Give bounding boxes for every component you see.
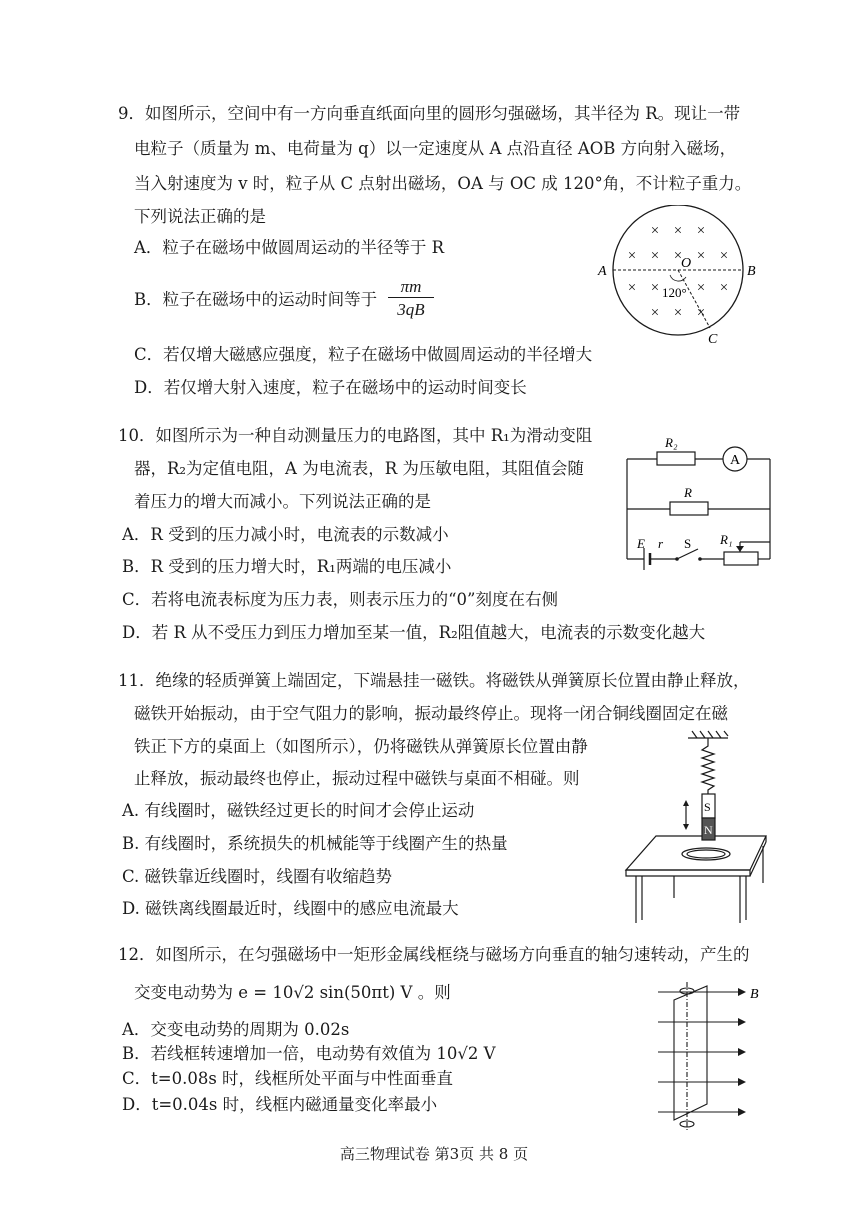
cross-mark: ×: [696, 223, 706, 239]
q12-option-c: C．t=0.08s 时，线框所处平面与中性面垂直: [122, 1069, 454, 1088]
q11-line-1: 11．绝缘的轻质弹簧上端固定，下端悬挂一磁铁。将磁铁从弹簧原长位置由静止释放，: [118, 671, 750, 690]
field-b-label: B: [750, 987, 759, 1002]
cross-mark: ×: [719, 248, 729, 264]
point-b-label: B: [747, 264, 756, 279]
cross-mark: ×: [696, 248, 706, 264]
q12-option-d: D．t=0.04s 时，线框内磁通量变化率最小: [122, 1095, 438, 1114]
point-o-label: O: [681, 256, 692, 271]
q11-line-3: 铁正下方的桌面上（如图所示），仍将磁铁从弹簧原长位置由静: [134, 737, 588, 756]
q9-line-2: 电粒子（质量为 m、电荷量为 q）以一定速度从 A 点沿直径 AOB 方向射入磁场，: [134, 139, 737, 158]
q9-option-a: A．粒子在磁场中做圆周运动的半径等于 R: [134, 238, 445, 257]
internal-resistance-label: r: [658, 536, 664, 551]
r-label: R: [684, 485, 692, 500]
cross-mark: ×: [673, 248, 683, 264]
q9-line-3: 当入射速度为 v 时，粒子从 C 点射出磁场，OA 与 OC 成 120°角，不计粒子重力。: [134, 174, 752, 193]
cross-mark: ×: [650, 248, 660, 264]
q9-option-c: C．若仅增大磁感应强度，粒子在磁场中做圆周运动的半径增大: [134, 345, 593, 364]
q10-line-2: 器，R₂为定值电阻，A 为电流表，R 为压敏电阻，其阻值会随: [134, 459, 584, 478]
q10-option-a: A．R 受到的压力减小时，电流表的示数减小: [122, 525, 449, 544]
q10-option-c: C．若将电流表标度为压力表，则表示压力的“0”刻度在右侧: [122, 590, 558, 609]
ammeter-label: A: [730, 453, 741, 468]
q12-line-1: 12．如图所示，在匀强磁场中一矩形金属线框绕与磁场方向垂直的轴匀速转动，产生的: [118, 945, 750, 964]
q11-spring-magnet-figure: [618, 728, 788, 928]
q10-option-d: D．若 R 从不受压力到压力增加至某一值，R₂阻值越大，电流表的示数变化越大: [122, 623, 706, 642]
q12-rotating-coil-figure: [650, 982, 775, 1132]
cross-mark: ×: [650, 280, 660, 296]
cross-mark: ×: [650, 223, 660, 239]
q11-line-2: 磁铁开始振动，由于空气阻力的影响，振动最终停止。现将一闭合铜线圈固定在磁: [134, 704, 728, 723]
cross-mark: ×: [627, 280, 637, 296]
cross-mark: ×: [673, 305, 683, 321]
q12-line-2: 交变电动势为 e = 10√2 sin(50πt) V 。则: [134, 983, 451, 1002]
q9-magnetic-field-figure: [590, 205, 765, 350]
switch-label: S: [684, 536, 692, 551]
point-a-label: A: [598, 264, 607, 279]
q10-line-3: 着压力的增大而减小。下列说法正确的是: [134, 492, 431, 511]
q9-option-d: D．若仅增大射入速度，粒子在磁场中的运动时间变长: [134, 378, 527, 397]
cross-mark: ×: [696, 305, 706, 321]
cross-mark: ×: [673, 223, 683, 239]
q9-line-1: 9．如图所示，空间中有一方向垂直纸面向里的圆形匀强磁场，其半径为 R。现让一带: [118, 104, 741, 123]
q12-option-a: A．交变电动势的周期为 0.02s: [122, 1020, 350, 1039]
fraction-denominator: 3qB: [397, 300, 425, 319]
cross-mark: ×: [719, 280, 729, 296]
q11-line-4: 止释放，振动最终也停止，振动过程中磁铁与桌面不相碰。则: [134, 769, 580, 788]
q10-circuit-diagram: [622, 432, 777, 572]
emf-label: E: [637, 536, 645, 551]
q9-option-b-fraction: [388, 276, 434, 322]
magnet-s-label: S: [704, 800, 711, 814]
cross-marks: [628, 223, 728, 321]
q11-option-d: D. 磁铁离线圈最近时，线圈中的感应电流最大: [122, 899, 459, 918]
q11-option-b: B. 有线圈时，系统损失的机械能等于线圈产生的热量: [122, 834, 508, 853]
q9-line-4: 下列说法正确的是: [134, 207, 266, 226]
q12-option-b: B．若线框转速增加一倍，电动势有效值为 10√2 V: [122, 1044, 496, 1063]
angle-label: 120°: [662, 285, 687, 300]
q11-option-c: C. 磁铁靠近线圈时，线圈有收缩趋势: [122, 867, 393, 886]
point-c-label: C: [708, 332, 718, 347]
cross-mark: ×: [650, 305, 660, 321]
r2-label: R₂: [665, 435, 678, 450]
fraction-numerator: πm: [388, 276, 434, 298]
q10-option-b: B．R 受到的压力增大时，R₁两端的电压减小: [122, 557, 452, 576]
q11-option-a: A. 有线圈时，磁铁经过更长的时间才会停止运动: [122, 801, 475, 820]
q9-option-b: B．粒子在磁场中的运动时间等于: [134, 290, 378, 309]
cross-mark: ×: [627, 248, 637, 264]
magnet-n-label: N: [704, 823, 713, 837]
page-footer: 高三物理试卷 第3页 共 8 页: [339, 1145, 529, 1163]
q10-line-1: 10．如图所示为一种自动测量压力的电路图，其中 R₁为滑动变阻: [118, 426, 593, 445]
r1-label: R₁: [720, 532, 733, 547]
cross-mark: ×: [696, 280, 706, 296]
